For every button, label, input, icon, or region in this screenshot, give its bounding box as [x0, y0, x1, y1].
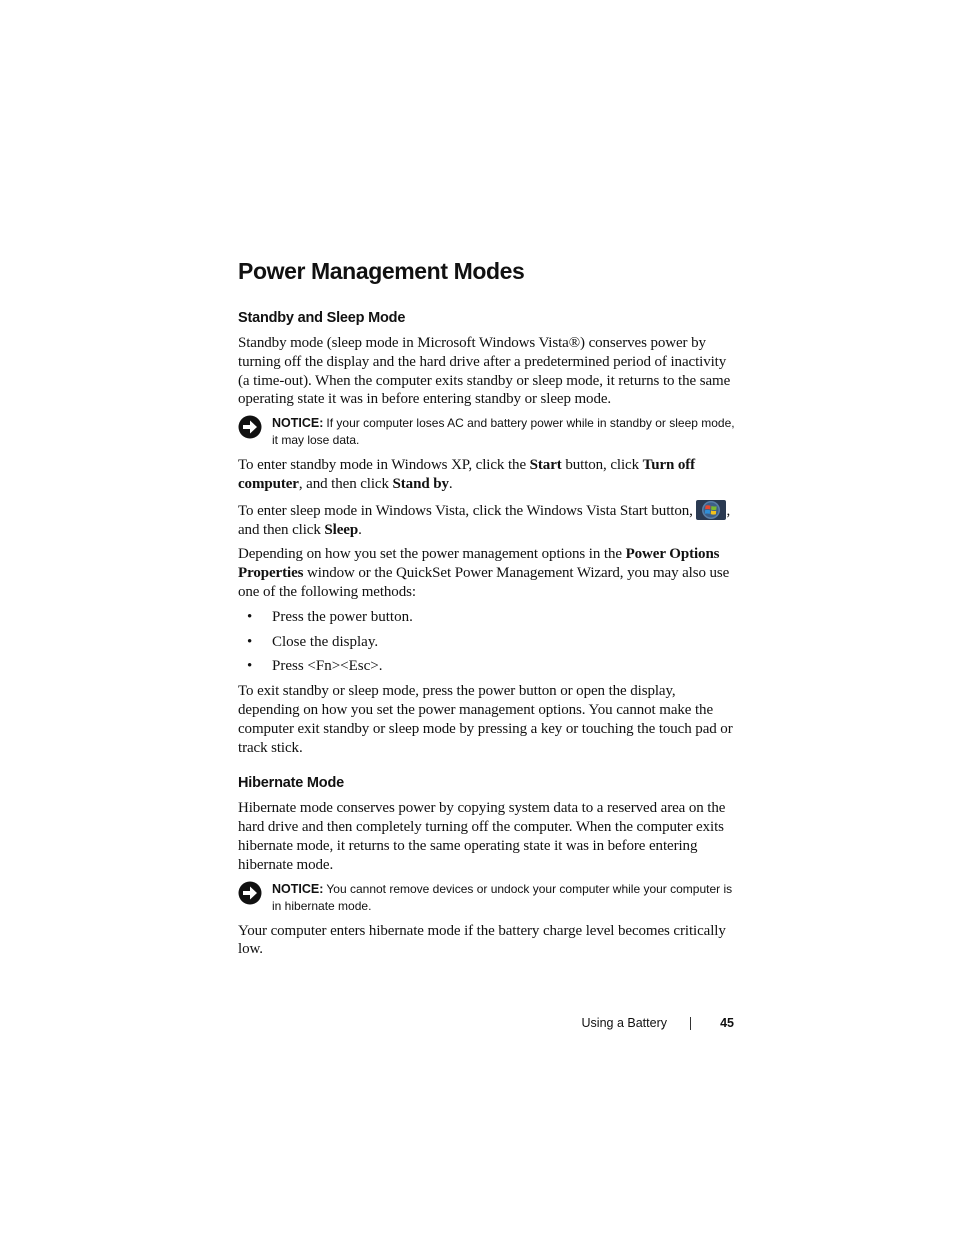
- depend-text-1: Depending on how you set the power management options in the: [238, 546, 626, 563]
- notice-label: NOTICE:: [272, 416, 324, 431]
- list-item: [238, 633, 736, 652]
- vista-text-2: , and then click: [238, 502, 731, 538]
- notice-arrow-icon: [238, 415, 262, 439]
- sleep-term: Sleep: [324, 521, 359, 538]
- power-options-term: Power Options Properties: [238, 546, 720, 582]
- start-term: Start: [529, 457, 562, 474]
- critical-battery-paragraph: Your computer enters hibernate mode if the battery charge level becomes critically low.: [238, 922, 726, 958]
- notice-label: NOTICE:: [272, 881, 324, 896]
- standby-heading: Standby and Sleep Mode: [238, 310, 406, 326]
- page-number: 45: [720, 1016, 734, 1030]
- standby-notice: [238, 415, 736, 449]
- page-title: Power Management Modes: [238, 258, 525, 284]
- depend-text-2: window or the QuickSet Power Management Wizard, you may also use one of the following methods:: [238, 565, 730, 600]
- xp-text-2: button, click: [561, 457, 643, 474]
- vista-text-3: .: [358, 521, 362, 538]
- xp-text-1: To enter standby mode in Windows XP, click the: [238, 457, 530, 474]
- vista-text-1: To enter sleep mode in Windows Vista, click the Windows Vista Start button,: [238, 502, 697, 519]
- standby-intro: Standby mode (sleep mode in Microsoft Windows Vista®) conserves power by turning off the display and the hard drive after a predetermined period of inactivity (a time-out). When the computer exits standby or sleep mode, it returns to the same operating state it was in before entering standby or sleep mode.: [238, 335, 731, 408]
- turn-off-term: Turn off computer: [238, 457, 696, 492]
- list-item-text: Press the power button.: [272, 608, 413, 625]
- methods-list: [238, 608, 736, 676]
- bullet-icon: •: [247, 608, 253, 625]
- list-item: [238, 657, 736, 676]
- page-footer: [0, 1014, 954, 1034]
- xp-text-3: , and then click: [298, 475, 393, 492]
- notice-text: If your computer loses AC and battery power while in standby or sleep mode, it may lose data.: [272, 416, 735, 448]
- exit-standby-paragraph: To exit standby or sleep mode, press the power button or open the display, depending on how you set the power management options. You cannot make the computer exit standby or sleep mode by pressing a key or touching the touch pad or track stick.: [238, 683, 733, 756]
- xp-text-4: .: [448, 475, 453, 492]
- notice-text: You cannot remove devices or undock your computer while your computer is in hibernate mode.: [272, 881, 733, 913]
- footer-section-title: Using a Battery: [581, 1016, 667, 1030]
- hibernate-notice: [238, 881, 736, 915]
- stand-by-term: Stand by: [392, 475, 449, 492]
- list-item: [238, 608, 736, 627]
- notice-arrow-icon: [238, 881, 262, 905]
- windows-vista-start-icon: [696, 500, 726, 520]
- page-content: [238, 255, 736, 965]
- bullet-icon: •: [247, 658, 253, 675]
- power-options-paragraph: [238, 545, 736, 601]
- bullet-icon: •: [247, 633, 253, 650]
- hibernate-heading: Hibernate Mode: [238, 775, 344, 792]
- hibernate-intro: Hibernate mode conserves power by copying system data to a reserved area on the hard drive and then completely turning off the computer. When the computer exits hibernate mode, it returns to the same operating state it was in before entering hibernate mode.: [238, 800, 726, 873]
- vista-sleep-instructions: [238, 500, 736, 540]
- footer-divider: [690, 1017, 691, 1030]
- list-item-text: Close the display.: [272, 633, 379, 650]
- list-item-text: Press <Fn><Esc>.: [272, 658, 383, 675]
- xp-standby-instructions: [238, 456, 736, 494]
